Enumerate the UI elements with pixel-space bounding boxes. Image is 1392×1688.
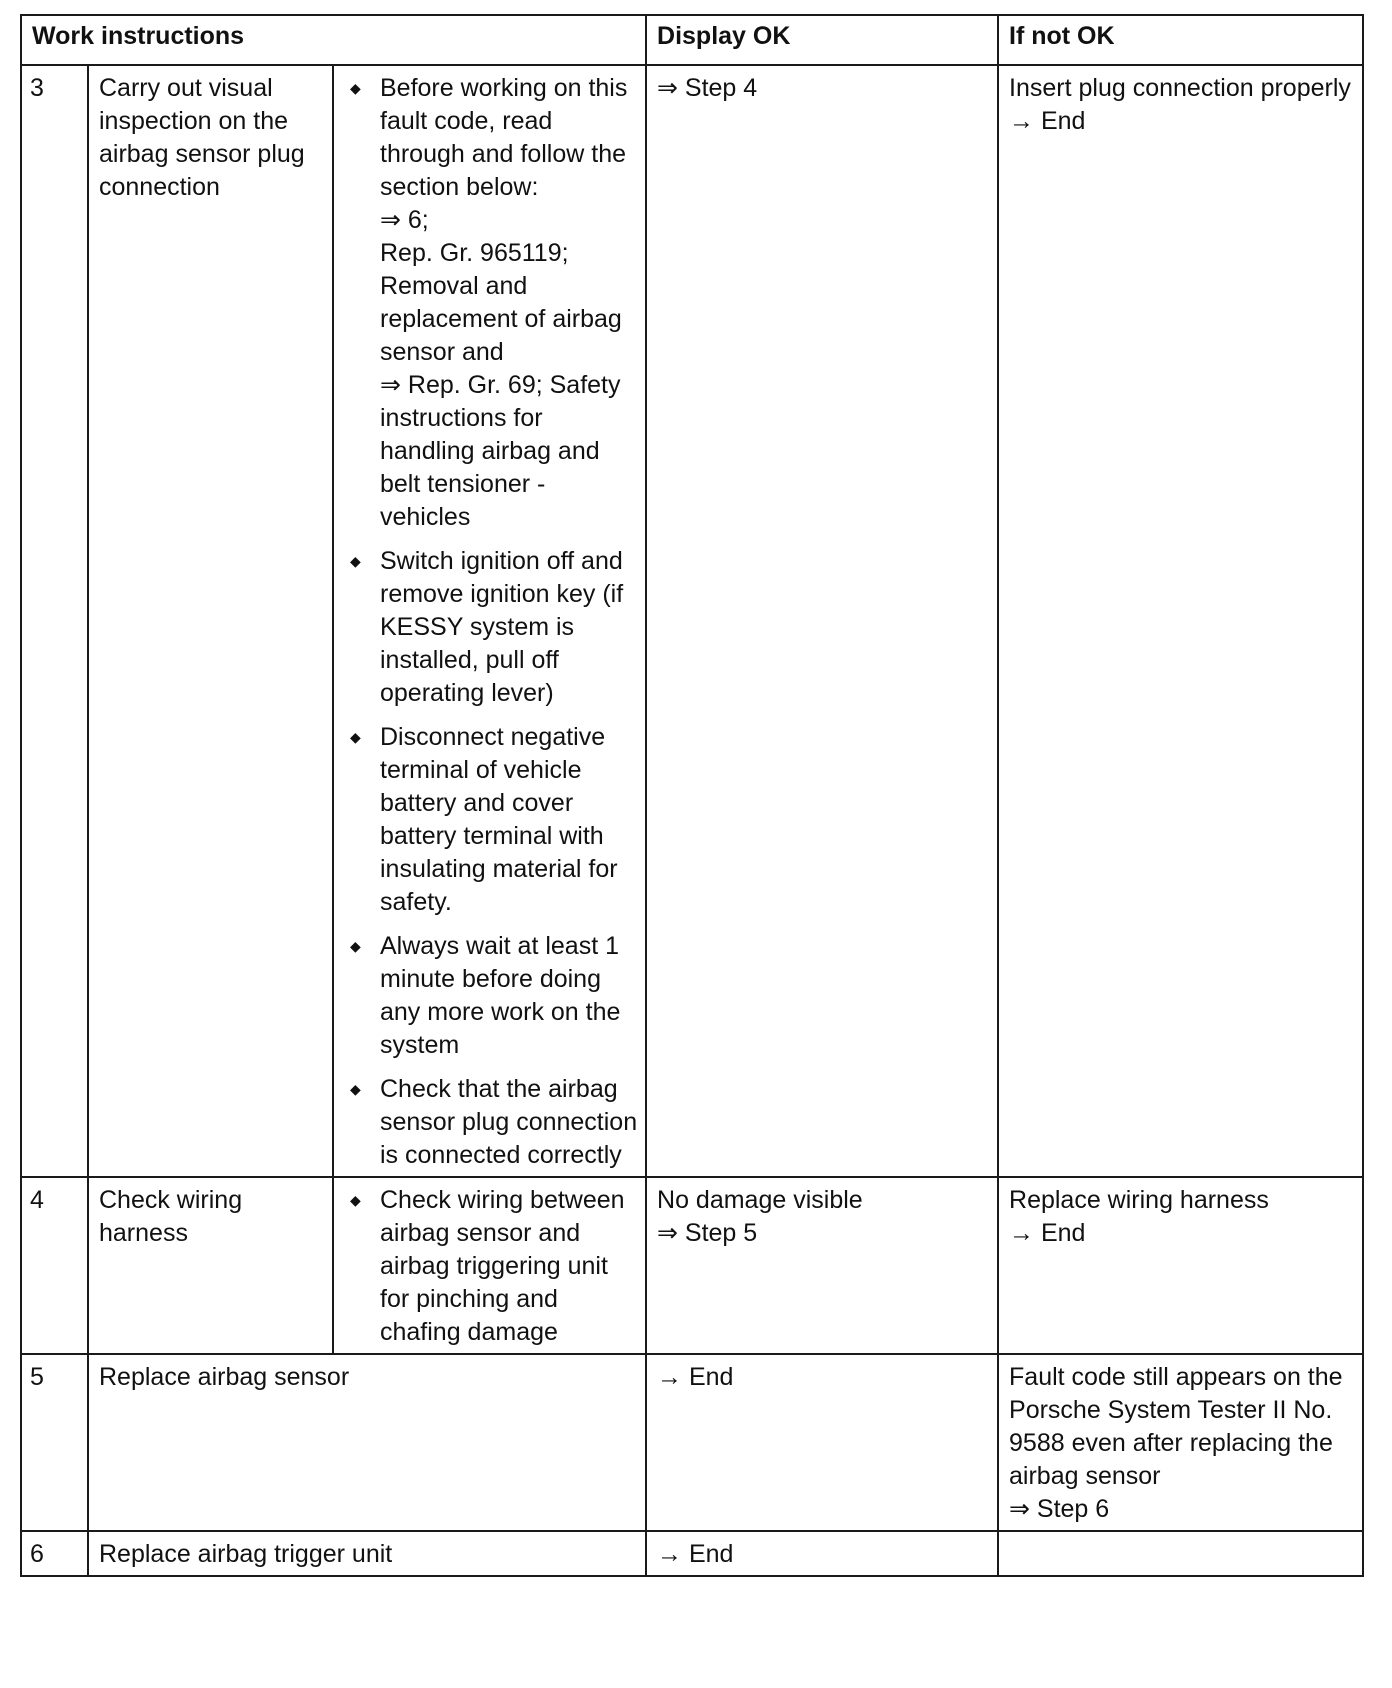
- diamond-bullet-icon: ◆: [350, 553, 361, 569]
- list-item: [344, 930, 639, 1062]
- instruction-text: Always wait at least 1 minute before doing any more work on the system: [380, 932, 621, 1059]
- list-item: [344, 1073, 639, 1172]
- instruction-text: Check wiring between airbag sensor and airbag triggering unit for pinching and chafing damage: [380, 1186, 625, 1346]
- list-item: [344, 1184, 639, 1349]
- display-ok-cell: [646, 1354, 998, 1531]
- display-ok-cell: [646, 65, 998, 1177]
- diamond-bullet-icon: ◆: [350, 938, 361, 954]
- if-not-ok-text: Fault code still appears on the Porsche System Tester II No. 9588 even after replacing the airbag sensor: [1009, 1363, 1343, 1490]
- step-instructions: [333, 1177, 646, 1354]
- table-row-step-3: [21, 65, 1363, 1177]
- display-ok-text: No damage visible: [657, 1186, 863, 1214]
- if-not-ok-link[interactable]: ⇒ Step 6: [1009, 1495, 1110, 1523]
- step-number: 5: [21, 1354, 88, 1531]
- table-row-step-6: [21, 1531, 1363, 1576]
- step-task: Replace airbag sensor: [88, 1354, 646, 1531]
- header-if-not-ok: If not OK: [998, 15, 1363, 65]
- instruction-text: Before working on this fault code, read through and follow the section below:: [380, 74, 628, 201]
- display-ok-link[interactable]: → End: [657, 1363, 734, 1391]
- step-instructions: [333, 65, 646, 1177]
- instruction-text: Rep. Gr. 965119; Removal and replacement of airbag sensor and: [380, 239, 622, 366]
- display-ok-cell: [646, 1177, 998, 1354]
- table-header-row: [21, 15, 1363, 65]
- step-number: 6: [21, 1531, 88, 1576]
- list-item: [344, 72, 639, 534]
- display-ok-link[interactable]: ⇒ Step 5: [657, 1219, 758, 1247]
- display-ok-link[interactable]: → End: [657, 1540, 734, 1568]
- step-number: 3: [21, 65, 88, 1177]
- list-item: [344, 721, 639, 919]
- if-not-ok-text: Insert plug connection properly: [1009, 74, 1351, 102]
- if-not-ok-link[interactable]: → End: [1009, 107, 1086, 135]
- table-row-step-5: [21, 1354, 1363, 1531]
- work-instructions-table: [20, 14, 1364, 1577]
- header-work-instructions: Work instructions: [21, 15, 646, 65]
- instruction-text: Switch ignition off and remove ignition key (if KESSY system is installed, pull off operating lever): [380, 547, 624, 707]
- diamond-bullet-icon: ◆: [350, 1081, 361, 1097]
- step-number: 4: [21, 1177, 88, 1354]
- display-ok-link[interactable]: ⇒ Step 4: [657, 74, 758, 102]
- if-not-ok-cell: [998, 65, 1363, 1177]
- if-not-ok-text: Replace wiring harness: [1009, 1186, 1269, 1214]
- if-not-ok-cell: [998, 1531, 1363, 1576]
- diamond-bullet-icon: ◆: [350, 1192, 361, 1208]
- if-not-ok-link[interactable]: → End: [1009, 1219, 1086, 1247]
- diamond-bullet-icon: ◆: [350, 80, 361, 96]
- if-not-ok-cell: [998, 1354, 1363, 1531]
- cross-reference-link[interactable]: ⇒ 6;: [380, 206, 429, 234]
- display-ok-cell: [646, 1531, 998, 1576]
- table-row-step-4: [21, 1177, 1363, 1354]
- header-display-ok: Display OK: [646, 15, 998, 65]
- step-task: Replace airbag trigger unit: [88, 1531, 646, 1576]
- step-task: Check wiring harness: [88, 1177, 333, 1354]
- instruction-text: Check that the airbag sensor plug connection is connected correctly: [380, 1075, 638, 1169]
- cross-reference-link[interactable]: ⇒ Rep. Gr. 69; Safety instructions for handling airbag and belt tensioner - vehicles: [380, 371, 621, 531]
- step-task: Carry out visual inspection on the airbag sensor plug connection: [88, 65, 333, 1177]
- instruction-text: Disconnect negative terminal of vehicle battery and cover battery terminal with insulating material for safety.: [380, 723, 618, 916]
- instruction-list: [344, 72, 639, 1172]
- list-item: [344, 545, 639, 710]
- diamond-bullet-icon: ◆: [350, 729, 361, 745]
- if-not-ok-cell: [998, 1177, 1363, 1354]
- instruction-list: [344, 1184, 639, 1349]
